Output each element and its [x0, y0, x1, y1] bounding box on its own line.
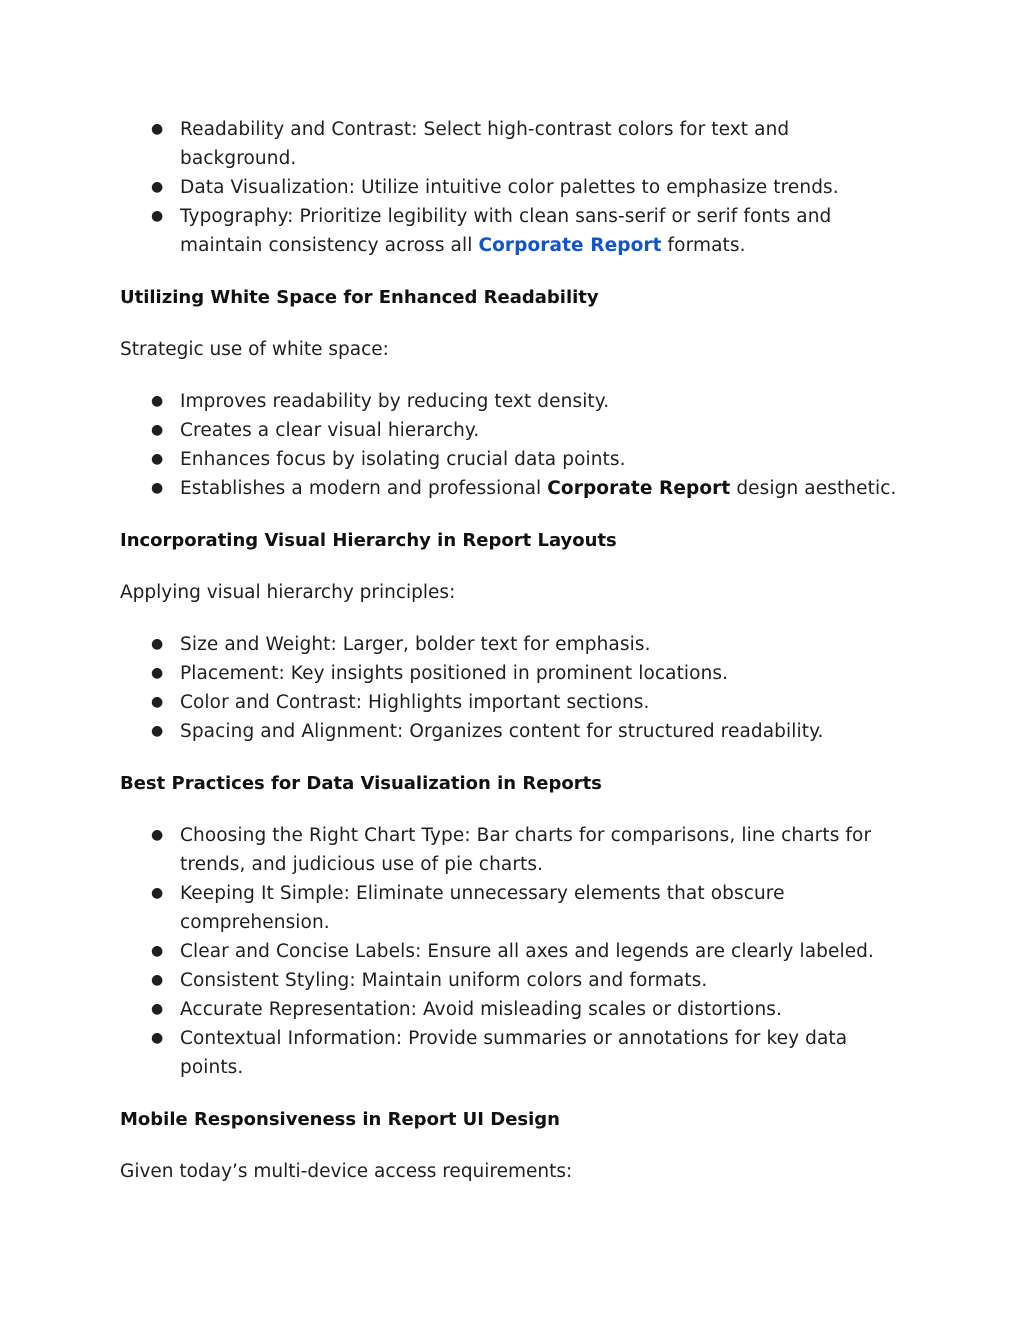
list-item: ● Accurate Representation: Avoid misleading scales or distortions. — [120, 995, 904, 1024]
white-space-bullet-list — [120, 387, 904, 503]
section-heading-mobile-responsiveness: Mobile Responsiveness in Report UI Design — [120, 1109, 560, 1130]
list-item: ● Color and Contrast: Highlights important sections. — [120, 688, 904, 717]
list-item: ● Size and Weight: Larger, bolder text for emphasis. — [120, 630, 904, 659]
list-item: ● Keeping It Simple: Eliminate unnecessary elements that obscure comprehension. — [120, 879, 904, 937]
section-heading-data-visualization: Best Practices for Data Visualization in Reports — [120, 773, 602, 794]
section-heading-visual-hierarchy: Incorporating Visual Hierarchy in Report Layouts — [120, 530, 617, 551]
list-item: ● Choosing the Right Chart Type: Bar charts for comparisons, line charts for trends, and judicious use of pie charts. — [120, 821, 904, 879]
list-item: ● Improves readability by reducing text density. — [120, 387, 904, 416]
list-item: ● Data Visualization: Utilize intuitive color palettes to emphasize trends. — [120, 173, 904, 202]
section-intro: Given today’s multi-device access requirements: — [120, 1161, 573, 1182]
section-intro: Strategic use of white space: — [120, 339, 389, 360]
bold-term: Corporate Report — [547, 478, 731, 499]
data-visualization-bullet-list — [120, 821, 904, 1082]
list-item: ● Establishes a modern and professional Corporate Report design aesthetic. — [120, 474, 904, 503]
section-heading-white-space: Utilizing White Space for Enhanced Readability — [120, 287, 599, 308]
list-item: ● Typography: Prioritize legibility with clean sans-serif or serif fonts and maintain consistency across all Corporate Report formats. — [120, 202, 904, 260]
section-intro: Applying visual hierarchy principles: — [120, 582, 456, 603]
list-item: ● Placement: Key insights positioned in prominent locations. — [120, 659, 904, 688]
corporate-report-link[interactable]: Corporate Report — [478, 235, 662, 256]
list-item: ● Enhances focus by isolating crucial data points. — [120, 445, 904, 474]
list-item: ● Consistent Styling: Maintain uniform colors and formats. — [120, 966, 904, 995]
list-item: ● Clear and Concise Labels: Ensure all axes and legends are clearly labeled. — [120, 937, 904, 966]
list-item: ● Readability and Contrast: Select high-contrast colors for text and background. — [120, 115, 904, 173]
list-item: ● Creates a clear visual hierarchy. — [120, 416, 904, 445]
list-item: ● Spacing and Alignment: Organizes content for structured readability. — [120, 717, 904, 746]
list-item: ● Contextual Information: Provide summaries or annotations for key data points. — [120, 1024, 904, 1082]
intro-bullet-list — [120, 115, 904, 260]
visual-hierarchy-bullet-list — [120, 630, 904, 746]
